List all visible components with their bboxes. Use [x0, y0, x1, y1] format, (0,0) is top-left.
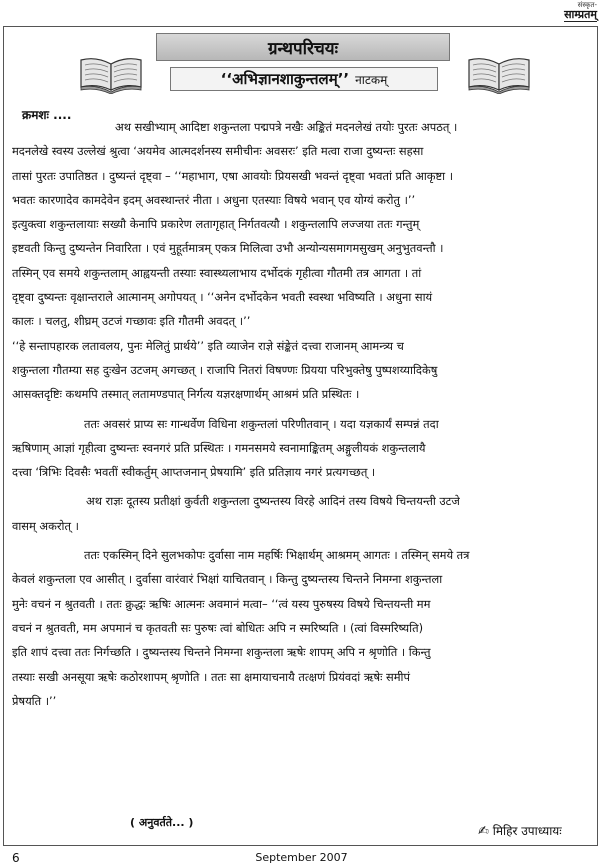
text-line: दृष्ट्वा दुष्यन्तः वृक्षान्तराले आत्मानम् अगोपयत् । ‘‘अनेन दर्भोदकेन भवती स्वस्था भविष्यति । अधुना सायं — [12, 290, 433, 305]
continued-label: ( अनुवर्तते... ) — [130, 816, 194, 829]
article-body — [12, 115, 594, 713]
text-line: भवतः कारणादेव कामदेवेन इदम् अवस्थान्तरं नीता । अधुना एतस्याः विषये भवान् एव योग्यं करोतु ।’’ — [12, 192, 416, 207]
paragraph — [12, 412, 594, 485]
text-line: ऋषिणाम् आज्ञां गृहीत्वा दुष्यन्तः स्वनगरं प्रति प्रस्थितः । गमनसमये स्वनामाङ्कितम् अङ्गुलीयकं शकुन्तलायै — [12, 440, 426, 455]
text-line: ततः एकस्मिन् दिने सुलभकोपः दुर्वासा नाम महर्षिः भिक्षार्थम् आश्रमम् आगतः । तस्मिन् समये तत्र — [84, 548, 470, 563]
text-line: इति शापं दत्त्वा ततः निर्गच्छति । दुष्यन्तस्य चिन्तने निमग्ना शकुन्तला ऋषेः शापम् अपि न श्रृणोति । किन्तु — [12, 645, 431, 660]
text-line: तस्मिन् एव समये शकुन्तलाम् आह्वयन्ती तस्याः स्वास्थ्यलाभाय दर्भोदकं गृहीत्वा गौतमी तत्र आगता । तां — [12, 265, 422, 280]
text-line: वासम् अकरोत् । — [12, 518, 79, 533]
work-title: ‘‘अभिज्ञानशाकुन्तलम्’’ — [220, 70, 350, 88]
paragraph — [12, 334, 594, 407]
work-title-box — [170, 67, 438, 91]
paragraph — [12, 115, 594, 334]
open-book-icon — [78, 54, 144, 94]
text-line: तस्याः सखी अनसूया ऋषेः कठोरशापम् श्रृणोति । ततः सा क्षमायाचनायै तत्क्षणं प्रियंवदां ऋषेः समीपं — [12, 669, 410, 684]
text-line: अथ राज्ञः दूतस्य प्रतीक्षां कुर्वती शकुन्तला दुष्यन्तस्य विरहे आदिनं तस्य विषये चिन्तयन्ती उटजे — [86, 494, 460, 509]
series-label: क्रमशः .... — [22, 108, 72, 122]
issue-date: September 2007 — [255, 851, 348, 864]
text-line: अथ सखीभ्याम् आदिष्टा शकुन्तला पद्मपत्रे नखैः अङ्कितं मदनलेखं तयोः पुरतः अपठत् । — [115, 120, 458, 134]
text-line: कालः । चलतु, शीघ्रम् उटजं गच्छावः इति गौतमी अवदत् ।’’ — [12, 314, 251, 329]
author-name: मिहिर उपाध्यायः — [492, 824, 562, 838]
section-title-bar — [156, 33, 450, 61]
page-number: 6 — [12, 851, 20, 865]
text-line: ततः अवसरं प्राप्य सः गान्धर्वेण विधिना शकुन्तलां परिणीतवान् । यदा यज्ञकार्यं सम्पन्नं तदा — [84, 416, 439, 431]
text-line: दत्त्वा ‘त्रिभिः दिवसैः भवतीं स्वीकर्तुम् आप्तजनान् प्रेषयामि’ इति प्रतिज्ञाय नगरं प्रत्यगच्छत् । — [12, 465, 376, 480]
text-line: इष्टवती किन्तु दुष्यन्तेन निवारिता । एवं मुहूर्तमात्रम् एकत्र मिलित्वा उभौ अन्योन्यसमागमसुखम् अनुभुतवन्तौ । — [12, 241, 444, 256]
text-line: मदनलेखे स्वस्य उल्लेखं श्रुत्वा ‘अयमेव आत्मदर्शनस्य समीचीनः अवसरः’ इति मत्वा राजा दुष्यन्तः सहसा — [12, 144, 424, 159]
magazine-header-small: संस्कृत- — [577, 1, 597, 9]
author-signature — [478, 822, 562, 839]
pen-icon: ✍ — [478, 824, 489, 839]
text-line: मुनेः वचनं न श्रुतवती । ततः क्रुद्धः ऋषिः आत्मनः अवमानं मत्वा– ‘‘त्वं यस्य पुरुषस्य विषये चिन्तयन्ती मम — [12, 596, 431, 611]
text-line: तासां पुरतः उपातिष्ठत । दुष्यन्तं दृष्ट्वा – ‘‘महाभाग, एषा आवयोः प्रियसखी भवन्तं दृष्ट्वा भवतां प्रति आकृष्टा । — [12, 168, 454, 183]
work-genre: नाटकम् — [355, 72, 388, 87]
section-title: ग्रन्थपरिचयः — [267, 38, 339, 59]
text-line: प्रेषयति ।’’ — [12, 693, 57, 708]
text-line: आसक्तदृष्टिः कथमपि तस्मात् लतामण्डपात् निर्गत्य यज्ञरक्षणार्थम् आश्रमं प्रति प्रस्थितः । — [12, 387, 360, 402]
text-line: इत्युक्त्वा शकुन्तलायाः सख्यौ केनापि प्रकारेण लतागृहात् निर्गतवत्यौ । शकुन्तलापि लज्जया ततः गन्तुम् — [12, 217, 420, 232]
open-book-icon — [466, 54, 532, 94]
text-line: शकुन्तला गौतम्या सह दुःखेन उटजम् अगच्छत् । राजापि नितरां विषण्णः प्रियया परिभुक्तेषु पुष्पशय्यादिकेषु — [12, 362, 438, 377]
text-line: वचनं न श्रुतवती, मम अपमानं च कृतवती सः पुरुषः त्वां बोधितः अपि न स्मरिष्यति । (त्वां विस्मरिष्यति) — [12, 620, 424, 635]
magazine-header — [564, 2, 597, 22]
text-line: ‘‘हे सन्तापहारक लतावलय, पुनः मेलितुं प्रार्थये’’ इति व्याजेन राज्ञे संङ्केतं दत्त्वा राजानम् आमन्त्र्य च — [12, 338, 404, 353]
paragraph — [12, 489, 594, 538]
paragraph — [12, 543, 594, 713]
magazine-title: साम्प्रतम् — [564, 8, 597, 21]
text-line: केवलं शकुन्तला एव आसीत् । दुर्वासा वारंवारं भिक्षां याचितवान् । किन्तु दुष्यन्तस्य चिन्तने निमग्ना शकुन्तला — [12, 572, 443, 587]
